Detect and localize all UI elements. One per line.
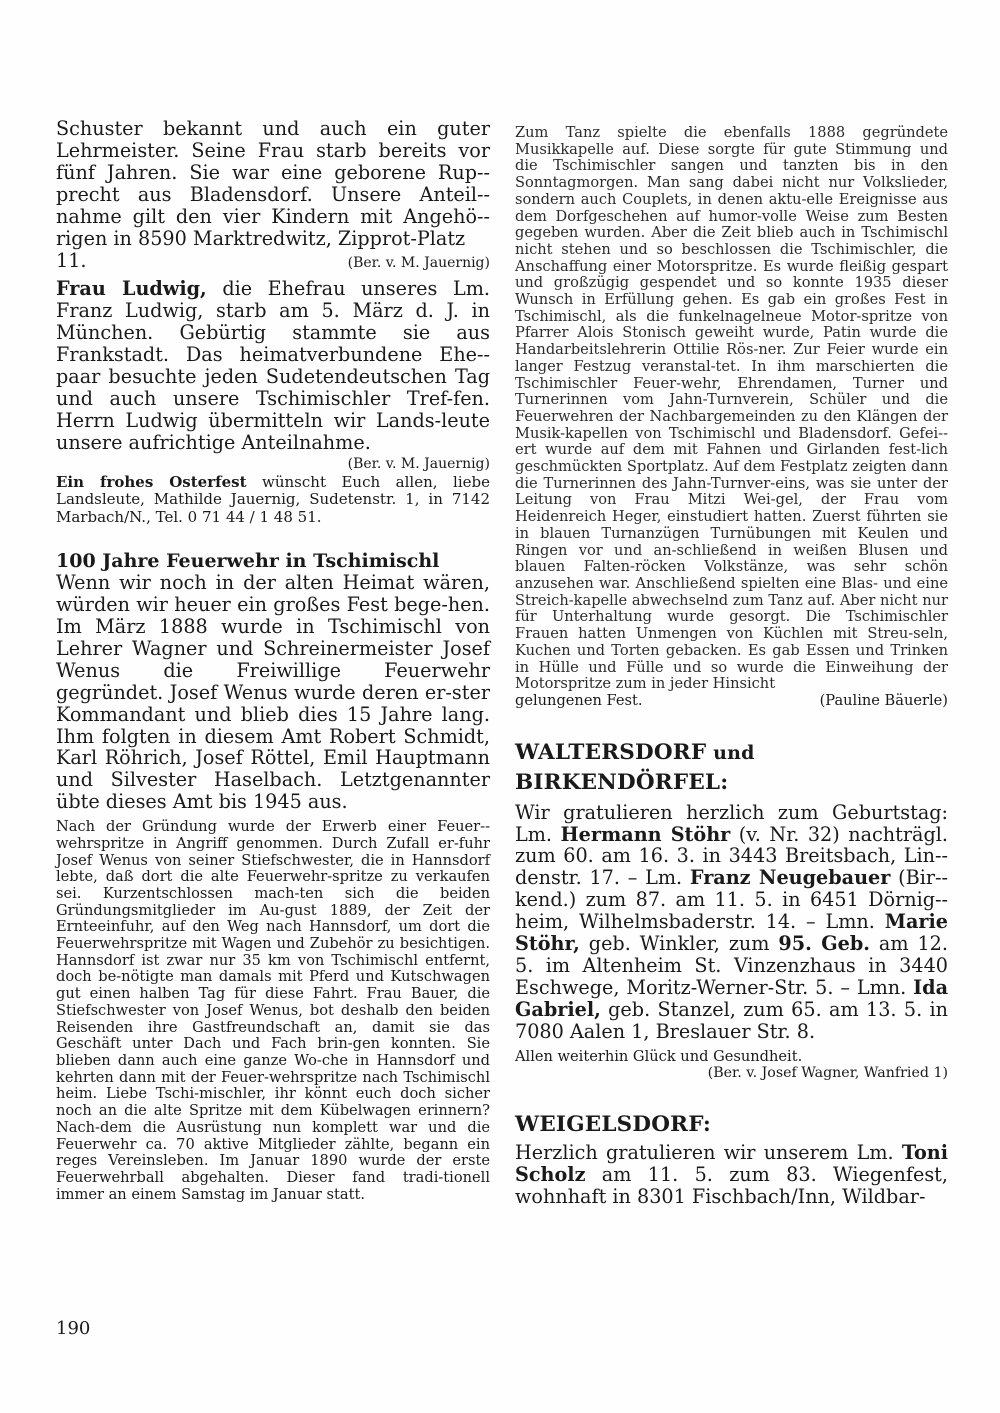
obituary-credit: (Ber. v. M. Jauernig) [347,255,490,272]
obituary-credit: (Ber. v. M. Jauernig) [347,455,490,472]
obituary-schuster [56,118,490,272]
obituary-last-line: 11. [56,249,87,273]
birthday-details: (Bir-kend.) zum 87. am 11. 5. in 6451 Dörnig-heim, Wilhelmsbaderstr. 14. – Lmn. [515,866,948,934]
section-heading-line1: WALTERSDORF [515,739,707,765]
article-body: Nach der Gründung wurde der Erwerb einer Feuer-wehrspritze in Angriff genommen. Durch Zufall er-fuhr Josef Wenus von seiner Stiefschwester, die in Hannsdorf lebte, daß dort die alte Feuerwehr-spritze zu verkaufen sei. Kurzentschlossen mach-ten sich die beiden Gründungsmitglieder im Au-gust 1889, der Zeit der Ernteeinfuhr, auf den Weg nach Hannsdorf, um dort die Feuerwehrspritze mit Wagen und Zubehör zu besichtigen. Hannsdorf ist zwar nur 35 km von Tschimischl entfernt, doch be-nötigte man damals mit Pferd und Kutschwagen gut einen halben Tag für diese Fahrt. Frau Bauer, die Stiefschwester von Josef Wenus, bot deshalb den beiden Reisenden ihre Gastfreundschaft an, damit sie das Geschäft unter Dach und Fach brin-gen konnten. Sie blieben dann auch eine ganze Wo-che in Hannsdorf und kehrten dann mit der Feuer-wehrspritze nach Tschimischl heim. Liebe Tschi-mischler, ihr könnt euch doch sicher noch an die alte Spritze mit dem Kübelwagen erinnern? Nach-dem die Ausrüstung nun komplett war und die Feuerwehr ca. 70 aktive Mitglieder zählte, begann ein reges Vereinsleben. Im Januar 1890 wurde der erste Feuerwehrball abgehalten. Dieser fand tradi-tionell immer an einem Samstag im Januar statt. [56,818,490,1203]
left-column [56,118,490,1203]
obituary-text: Schuster bekannt und auch ein guter Lehrmeister. Seine Frau starb bereits vor fünf Jahren. Sie war eine geborene Rup-precht aus Bladensdorf. Unsere Anteil-nahme gilt den vier Kindern mit Angehö-rigen in 8590 Marktredwitz, Zipprot-Platz [56,117,490,250]
section-heading-und: und [706,741,755,764]
birthday-closing: Allen weiterhin Glück und Gesundheit. [515,1047,803,1065]
article-credit: (Pauline Bäuerle) [819,691,948,709]
article-headline: 100 Jahre Feuerwehr in Tschimischl [56,550,440,573]
obituary-text [56,278,490,453]
birthday-details: geb. Winkler, zum [579,932,779,956]
birthday-name: Ida Gabriel, [515,975,948,1021]
birthday-list [515,802,948,1043]
birthday-details: am 11. 5. zum 83. Wiegenfest, wohnhaft in 8301 Fischbach/Inn, Wildbar- [515,1163,948,1209]
obituary-footer [56,249,490,272]
obituary-ludwig [56,278,490,473]
article-last-line: gelungenen Fest. [515,691,643,709]
greeting-bold: Ein frohes Osterfest [56,472,247,491]
birthday-details: (v. Nr. 32) nachträgl. zum 60. am 16. 3. in 3443 Breitsbach, Lin-denstr. 17. – Lm. [515,822,948,890]
article-footer [515,693,948,710]
section-heading: WEIGELSDORF: [515,1112,712,1138]
birthday-name: Franz Neugebauer [689,866,891,890]
obituary-body: die Ehefrau unseres Lm. Franz Ludwig, starb am 5. März d. J. in München. Gebürtig stammte sie aus Frankstadt. Das heimatverbundene Ehe-paar besuchte jeden Sudetendeutschen Tag und auch unsere Tschimischler Tref-fen. Herrn Ludwig übermitteln wir Lands-leute unsere aufrichtige Anteilnahme. [56,277,490,454]
article-body-continued: Zum Tanz spielte die ebenfalls 1888 gegründete Musikkapelle auf. Diese sorgte für gute Stimmung und die Tschimischler sangen und tanzten bis in den Sonntagmorgen. Man sang dabei nicht nur Volkslieder, sondern auch Couplets, in denen aktu-elle Ereignisse aus dem Dorfgeschehen auf humor-volle Weise zum Besten gegeben wurden. Aber die Zeit blieb auch in Tschimischl nicht stehen und so beschlossen die Tschimischler, die Anschaffung einer Motorspritze. Es wurde fleißig gespart und großzügig gespendet und so konnte 1935 dieser Wunsch in Erfüllung gehen. Es gab ein großes Fest in Tschimischl, als die funkelnagelneue Motor-spritze von Pfarrer Alois Stonisch geweiht wurde, Patin wurde die Handarbeitslehrerin Ottilie Rös-ner. Zur Feier wurde ein langer Festzug veranstal-tet. In ihm marschierten die Tschimischler Feuer-wehr, Ehrendamen, Turner und Turnerinnen vom Jahn-Turnverein, Schüler und die Feuerwehren der Nachbargemeinden zu den Klängen der Musik-kapellen von Tschimischl und Bladensdorf. Gefei-ert wurde auf dem mit Fahnen und Girlanden fest-lich geschmückten Sportplatz. Auf dem Festplatz zeigten dann die Turnerinnen des Jahn-Turnver-eins, was sie unter der Leitung von Frau Mitzi Wei-gel, der Frau vom Heidenreich Heger, einstudiert hatten. Zuerst führten sie in blauen Turnanzügen Turnübungen mit Keulen und Ringen vor und an-schließend in weißen Blusen und blauen Falten-röcken Volkstänze, was sehr schön anzusehen war. Anschließend spielten eine Blas- und eine Streich-kapelle abwechselnd zum Tanz auf. Aber nicht nur für Unterhaltung wurde gesorgt. Die Tschimischler Frauen hatten Unmengen von Küchlen mit Streu-seln, Kuchen und Torten gebacken. Es gab Essen und Trinken in Hülle und Fülle und so wurde die Einweihung der Motorspritze zum in jeder Hinsicht [515,124,948,693]
birthday-name: Toni Scholz [515,1141,948,1187]
greeting-body: wünscht Euch allen, liebe Landsleute, Mathilde Jauernig, Sudetenstr. 1, in 7142 Marbach/N., Tel. 0 71 44 / 1 48 51. [56,472,490,526]
section-credit: (Ber. v. Josef Wagner, Wanfried 1) [707,1065,948,1082]
greeting-text [56,474,490,527]
birthday-list [515,1142,948,1208]
article-feuerwehr-continued [515,125,948,710]
birthday-intro: Wir gratulieren herzlich zum Geburtstag: Lm. [515,800,948,846]
section-waltersdorf [515,738,948,1083]
right-column [515,125,948,1208]
easter-greeting [56,474,490,527]
birthday-details: am 12. 5. im Altenheim St. Vinzenzhaus in 3440 Eschwege, Moritz-Werner-Str. 5. – Lmn. [515,932,948,999]
birthday-age: 95. Geb. [778,932,870,956]
section-heading-line2: BIRKENDÖRFEL: [515,769,729,795]
article-lead: Wenn wir noch in der alten Heimat wären, würden wir heuer ein großes Fest bege-hen. Im März 1888 wurde in Tschimischl von Lehrer Wagner und Schreinermeister Josef Wenus die Freiwillige Feuerwehr gegründet. Josef Wenus wurde deren er-ster Kommandant und blieb dies 15 Jahre lang. Ihm folgten in diesem Amt Robert Schmidt, Karl Röhrich, Josef Röttel, Emil Hauptmann und Silvester Haselbach. Letztgenannter übte dieses Amt bis 1945 aus. [56,571,490,814]
birthday-name: Hermann Stöhr [560,822,731,846]
section-weigelsdorf [515,1110,948,1208]
birthday-name: Marie Stöhr, [515,910,948,956]
obituary-name: Frau Ludwig, [56,277,207,301]
section-heading [515,738,948,798]
article-feuerwehr [56,550,490,1203]
birthday-intro: Herzlich gratulieren wir unserem Lm. [515,1141,902,1165]
page-number: 190 [56,1318,91,1339]
birthday-details: geb. Stanzel, zum 65. am 13. 5. in 7080 Aalen 1, Breslauer Str. 8. [515,997,948,1043]
